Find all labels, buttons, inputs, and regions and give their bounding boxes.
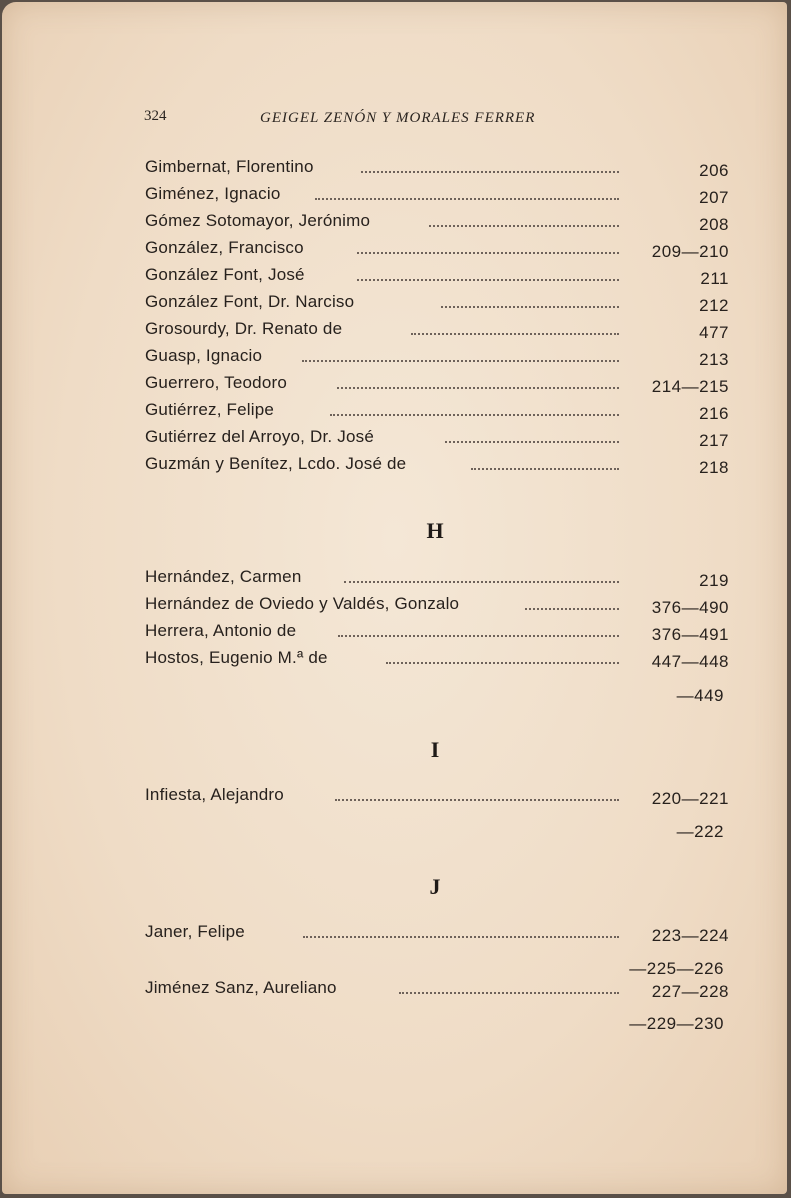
entry-name: Grosourdy, Dr. Renato de — [145, 319, 343, 338]
entry-pages-continuation: —229—230 — [629, 1014, 724, 1033]
running-title: GEIGEL ZENÓN Y MORALES FERRER — [260, 110, 536, 126]
dot-leader — [471, 468, 619, 470]
entry-pages: 214—215 — [651, 377, 729, 396]
entry-pages: 209—210 — [651, 242, 729, 261]
entry-pages: 376—491 — [651, 625, 729, 644]
entry-name: Hernández de Oviedo y Valdés, Gonzalo — [145, 594, 460, 613]
entry-pages: 213 — [699, 350, 729, 369]
entry-pages: 211 — [700, 269, 729, 288]
index-entry — [145, 292, 729, 318]
dot-leader — [357, 279, 619, 281]
index-entry — [145, 621, 729, 647]
entry-pages: 216 — [699, 404, 729, 423]
dot-leader — [411, 333, 619, 335]
entry-name: González Font, José — [145, 265, 305, 284]
entry-pages: 219 — [699, 571, 729, 590]
dot-leader — [361, 171, 619, 173]
entry-name: Hostos, Eugenio M.ª de — [145, 648, 328, 667]
entry-name: Guerrero, Teodoro — [145, 373, 287, 392]
index-entry — [145, 265, 729, 291]
section-letter-i: I — [430, 737, 440, 762]
book-page — [2, 2, 787, 1194]
entry-pages-continuation: —449 — [676, 686, 724, 705]
dot-leader — [445, 441, 619, 443]
entry-pages: 227—228 — [651, 982, 729, 1001]
entry-pages: 477 — [699, 323, 729, 342]
section-letter-h: H — [426, 518, 444, 543]
page-number: 324 — [144, 108, 167, 124]
entry-name: Hernández, Carmen — [145, 567, 302, 586]
section-letter-j: J — [429, 874, 441, 899]
entry-pages: 207 — [699, 188, 729, 207]
index-entry — [145, 400, 729, 426]
index-entry — [145, 238, 729, 264]
dot-leader — [344, 581, 619, 583]
index-entry — [145, 978, 729, 1004]
entry-name: Guzmán y Benítez, Lcdo. José de — [145, 454, 407, 473]
dot-leader — [338, 635, 619, 637]
dot-leader — [315, 198, 619, 200]
index-entry — [145, 785, 729, 811]
entry-pages: 220—221 — [651, 789, 729, 808]
entry-name: Infiesta, Alejandro — [145, 785, 284, 804]
entry-pages: 212 — [699, 296, 729, 315]
dot-leader — [399, 992, 619, 994]
entry-pages-continuation: —225—226 — [629, 959, 724, 978]
index-entry — [145, 346, 729, 372]
dot-leader — [303, 936, 619, 938]
entry-name: Gutiérrez, Felipe — [145, 400, 275, 419]
dot-leader — [525, 608, 619, 610]
dot-leader — [441, 306, 619, 308]
entry-name: Gimbernat, Florentino — [145, 157, 314, 176]
index-entry — [145, 211, 729, 237]
index-entry — [145, 427, 729, 453]
entry-pages: 218 — [699, 458, 729, 477]
dot-leader — [335, 799, 619, 801]
index-entry — [145, 648, 729, 674]
dot-leader — [330, 414, 619, 416]
index-entry — [145, 373, 729, 399]
dot-leader — [337, 387, 619, 389]
index-entry — [145, 922, 729, 948]
entry-name: Jiménez Sanz, Aureliano — [145, 978, 337, 997]
entry-pages: 206 — [699, 161, 729, 180]
entry-name: Janer, Felipe — [145, 922, 245, 941]
running-head — [2, 108, 787, 132]
entry-name: González Font, Dr. Narciso — [145, 292, 355, 311]
entry-name: Gómez Sotomayor, Jerónimo — [145, 211, 371, 230]
dot-leader — [357, 252, 619, 254]
index-entry — [145, 157, 729, 183]
entry-pages: 217 — [699, 431, 729, 450]
entry-pages: 447—448 — [651, 652, 729, 671]
dot-leader — [302, 360, 619, 362]
index-entry — [145, 319, 729, 345]
entry-name: Gutiérrez del Arroyo, Dr. José — [145, 427, 374, 446]
entry-name: Guasp, Ignacio — [145, 346, 263, 365]
entry-pages: 223—224 — [651, 926, 729, 945]
dot-leader — [386, 662, 619, 664]
index-entry — [145, 184, 729, 210]
entry-name: Giménez, Ignacio — [145, 184, 281, 203]
entry-pages: 376—490 — [651, 598, 729, 617]
entry-name: González, Francisco — [145, 238, 304, 257]
index-entry — [145, 454, 729, 480]
dot-leader — [429, 225, 619, 227]
index-entry — [145, 594, 729, 620]
index-entry — [145, 567, 729, 593]
entry-name: Herrera, Antonio de — [145, 621, 297, 640]
entry-pages-continuation: —222 — [676, 822, 724, 841]
entry-pages: 208 — [699, 215, 729, 234]
